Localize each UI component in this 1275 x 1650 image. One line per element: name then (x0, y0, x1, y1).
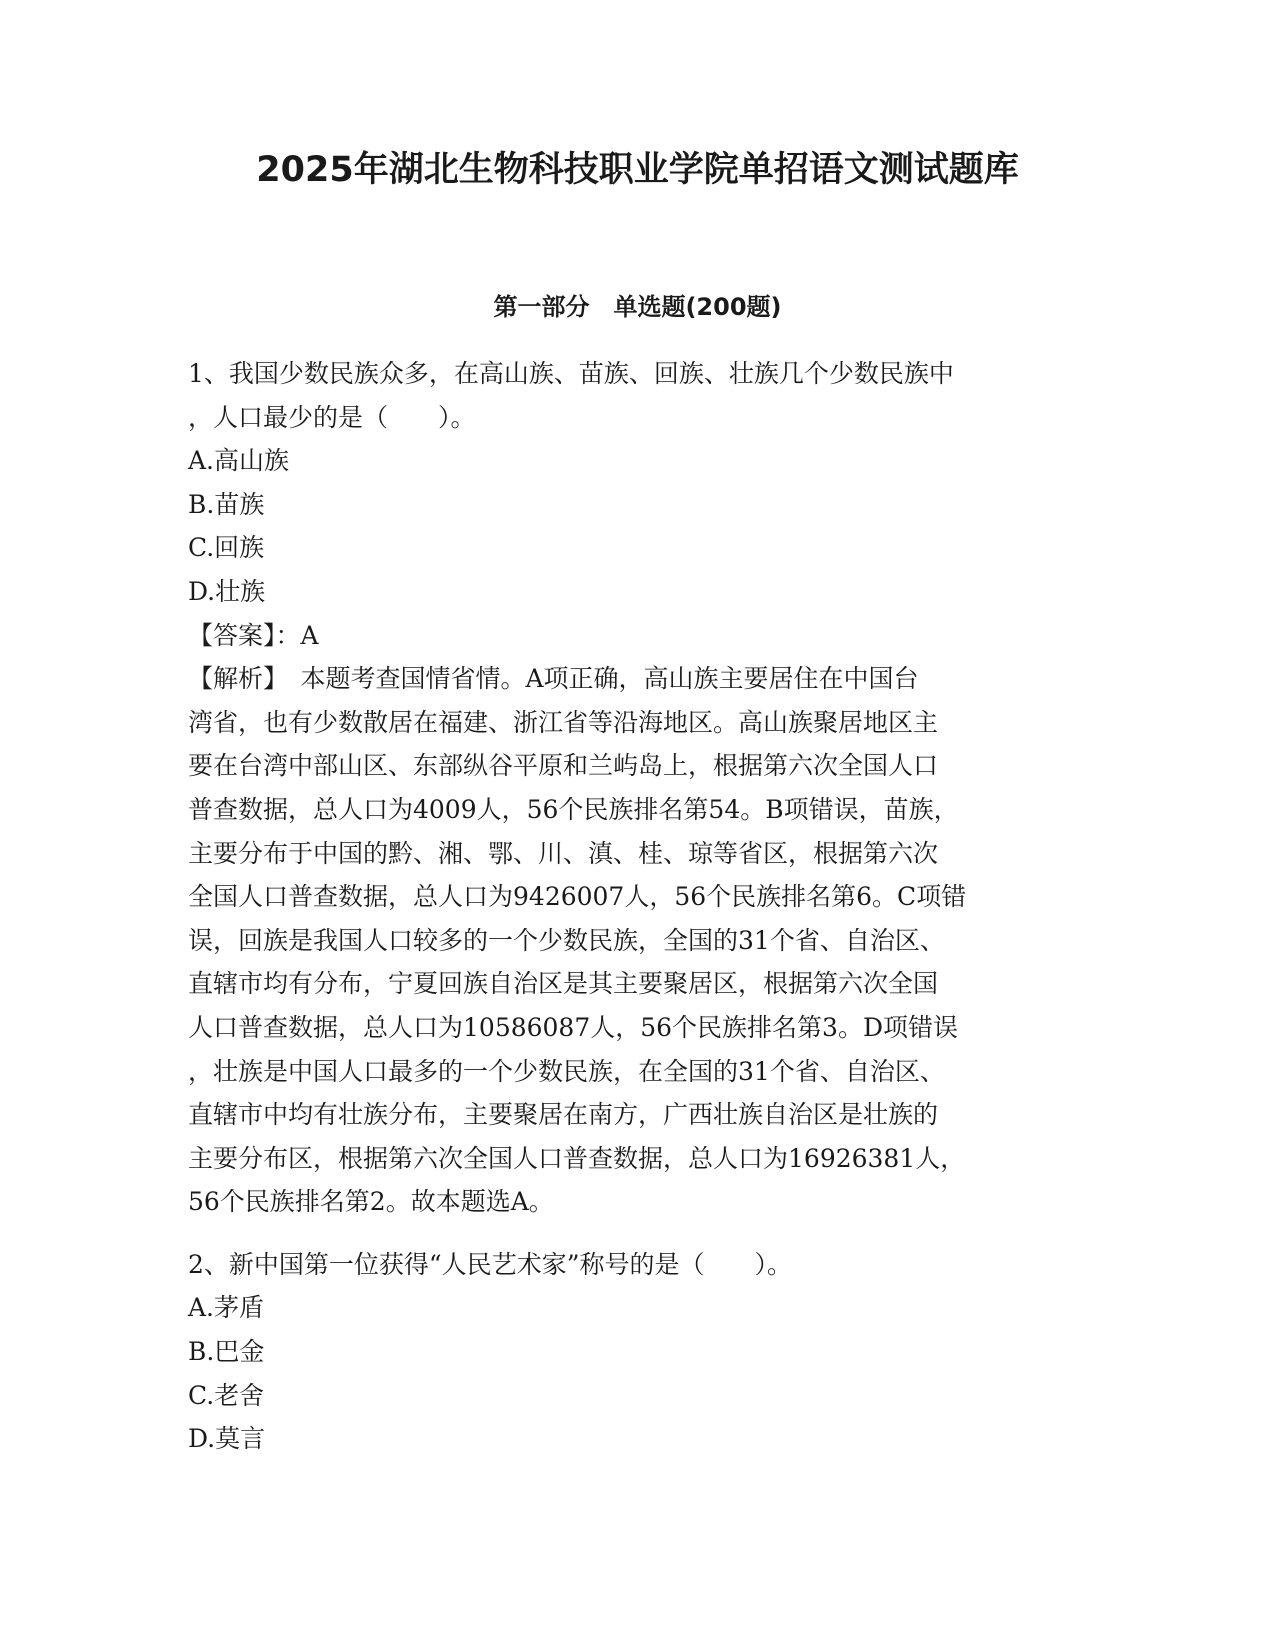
answer-line: 【答案】：A (188, 620, 319, 650)
question-1 (188, 352, 1083, 1224)
question-spacer (188, 1224, 1083, 1243)
option-a: A.高山族 (188, 446, 290, 476)
option-d: D.壮族 (188, 576, 266, 606)
analysis-line: 湾省，也有少数散居在福建、浙江省等沿海地区。高山族聚居地区主 (188, 707, 939, 737)
analysis-line: 56个民族排名第2。故本题选A。 (188, 1187, 554, 1217)
option-c: C.老舍 (188, 1380, 265, 1410)
analysis-line: 要在台湾中部山区、东部纵谷平原和兰屿岛上，根据第六次全国人口 (188, 751, 939, 781)
question-2 (188, 1243, 1083, 1461)
analysis-line: 普查数据，总人口为4009人，56个民族排名第54。B项错误，苗族， (188, 794, 959, 824)
option-c: C.回族 (188, 533, 265, 563)
analysis-line: 误，回族是我国人口较多的一个少数民族，全国的31个省、自治区、 (188, 925, 945, 955)
analysis-line: 全国人口普查数据，总人口为9426007人，56个民族排名第6。C项错 (188, 882, 967, 912)
analysis-line: 【解析】 本题考查国情省情。A项正确，高山族主要居住在中国台 (188, 664, 919, 694)
question-stem-line: 2、新中国第一位获得“人民艺术家”称号的是（ ）。 (188, 1249, 792, 1279)
option-b: B.苗族 (188, 489, 265, 519)
document-title: 2025年湖北生物科技职业学院单招语文测试题库 (256, 150, 1019, 190)
analysis-line: 主要分布区，根据第六次全国人口普查数据，总人口为16926381人， (188, 1143, 966, 1173)
analysis-line: 直辖市中均有壮族分布，主要聚居在南方，广西壮族自治区是壮族的 (188, 1100, 939, 1130)
analysis-line: ，壮族是中国人口最多的一个少数民族，在全国的31个省、自治区、 (188, 1056, 945, 1086)
question-stem-line: ，人口最少的是（ ）。 (188, 402, 476, 432)
analysis-line: 直辖市均有分布，宁夏回族自治区是其主要聚居区，根据第六次全国 (188, 969, 939, 999)
analysis-line: 人口普查数据，总人口为10586087人，56个民族排名第3。D项错误 (188, 1012, 959, 1042)
question-list (188, 352, 1083, 1461)
option-a: A.茅盾 (188, 1293, 265, 1323)
option-d: D.莫言 (188, 1424, 266, 1454)
section-heading: 第一部分 单选题(200题) (493, 293, 782, 321)
option-b: B.巴金 (188, 1337, 265, 1367)
question-stem-line: 1、我国少数民族众多，在高山族、苗族、回族、壮族几个少数民族中 (188, 359, 954, 388)
analysis-line: 主要分布于中国的黔、湘、鄂、川、滇、桂、琼等省区，根据第六次 (188, 838, 939, 868)
